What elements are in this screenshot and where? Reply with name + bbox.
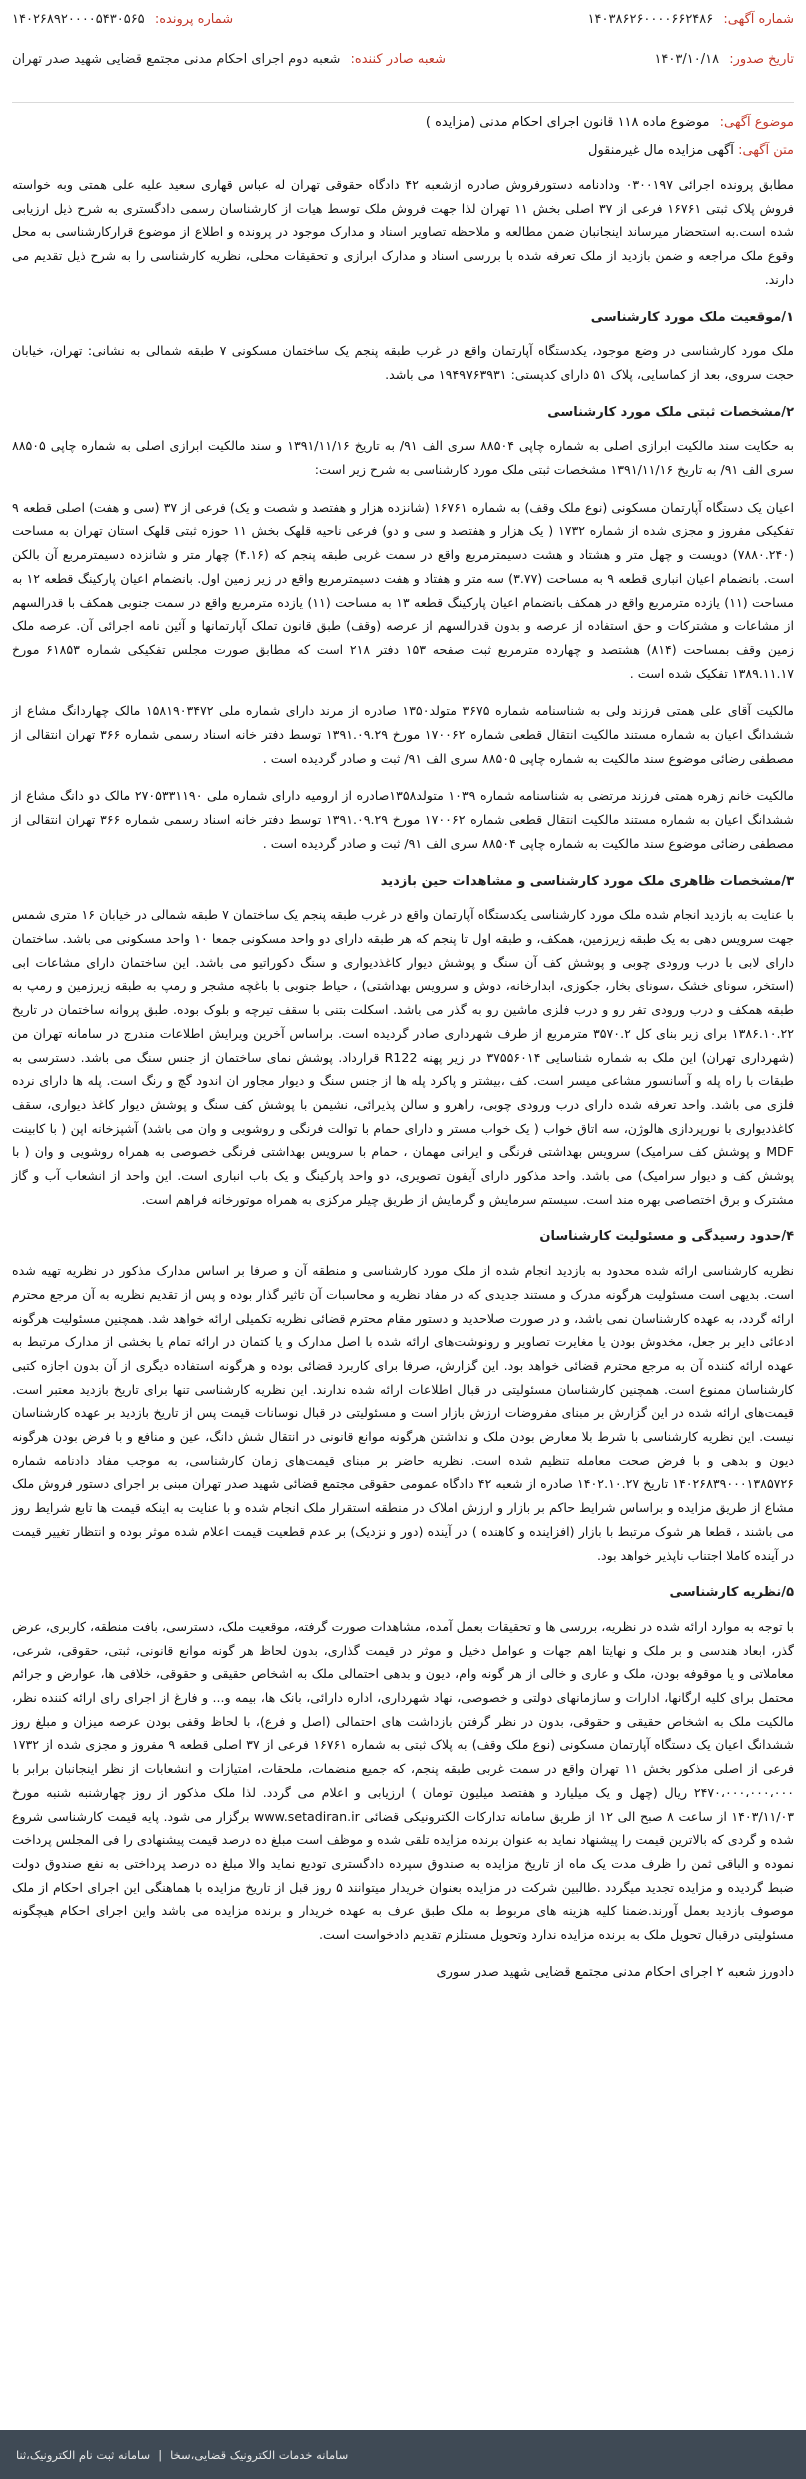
location-paragraph: ملک مورد کارشناسی در وضع موجود، یکدستگاه آپارتمان واقع در غرب طبقه پنجم یک ساختمان مسکونی ۷ طبقه شمالی به نشانی: تهران، خیابان حجت سروی، بعد از کماسایی، پلاک ۵۱ دارای کدپستی: ۱۹۴۹۷۶۳۹۳۱ می باشد. (12, 343, 794, 382)
section-heading-registration: ۲/مشخصات ثبتی ملک مورد کارشناسی (547, 404, 794, 420)
issuing-branch (12, 50, 446, 70)
ad-number-value: ۱۴۰۳۸۶۲۶۰۰۰۰۶۶۲۴۸۶ (587, 12, 714, 27)
subject-label: موضوع آگهی: (719, 115, 794, 130)
ad-number (588, 10, 794, 30)
text-label: متن آگهی: (738, 143, 794, 158)
issue-date-label: تاریخ صدور: (729, 52, 794, 67)
intro-paragraph: مطابق پرونده اجرائی ۰۳۰۰۱۹۷ ودادنامه دستورفروش صادره ازشعبه ۴۲ دادگاه حقوقی تهران له عباس قهاری سعید علیه علی همتی وبه خواسته فروش پلاک ثبتی ۱۶۷۶۱ فرعی از ۳۷ اصلی بخش ۱۱ تهران لذا جهت فروش ملک توسط هیات از کارشناسان رسمی دادگستری به شرح ذیل ارزیابی شده است.به استحضار میرساند اینجانبان ضمن مطالعه و ملاحظه تصاویر اسناد و مدارک موجود در پرونده و اطلاع از موضوع قرارکارشناسی به محل وقوع ملک مراجعه و ضمن بازدید از ملک تعرفه شده با بررسی اسناد و مدارک ابرازی و تحقیقات محلی، نظریه کارشناسی را به شرح ذیل تقدیم می دارند. (12, 177, 795, 287)
section-heading-location: ۱/موقعیت ملک مورد کارشناسی (590, 309, 794, 325)
footer-bar (0, 2430, 806, 2479)
issue-date (654, 50, 794, 70)
case-number (12, 10, 233, 30)
footer-separator: | (158, 2447, 163, 2462)
footer-link-sana[interactable]: سامانه ثبت نام الکترونیک،ثنا (16, 2447, 151, 2462)
ad-text-title (12, 141, 794, 161)
owner-2-paragraph: مالکیت خانم زهره همتی فرزند مرتضی به شناسنامه شماره ۱۰۳۹ متولد۱۳۵۸صادره از ارومیه دارای شماره ملی ۲۷۰۵۳۳۱۱۹۰ مالک دو دانگ مشاع از ششدانگ اعیان به شماره مستند مالکیت انتقال قطعی شماره ۱۷۰۰۶۲ مورخ ۱۳۹۱.۰۹.۲۹ توسط دفتر خانه اسناد رسمی شماره ۳۶۶ تهران انتقالی از مصطفی رضائی موضوع سند مالکیت به شماره چاپی ۸۸۵۰۴ سری الف ۹۱/ ثبت و صادر گردیده است . (12, 788, 794, 851)
owner-1-paragraph: مالکیت آقای علی همتی فرزند ولی به شناسنامه شماره ۳۶۷۵ متولد۱۳۵۰ صادره از مرند دارای شماره ملی ۱۵۸۱۹۰۳۴۷۲ مالک چهاردانگ مشاع از ششدانگ اعیان به شماره مستند مالکیت انتقال قطعی شماره ۱۷۰۰۶۲ مورخ ۱۳۹۱.۰۹.۲۹ توسط دفتر خانه اسناد رسمی شماره ۳۶۶ تهران انتقالی از مصطفی رضائی موضوع سند مالکیت به شماره چاپی ۸۸۵۰۵ سری الف ۹۱/ ثبت و صادر گردیده است . (12, 703, 795, 766)
header-row-2 (12, 50, 794, 70)
footer-link-sakha[interactable]: سامانه خدمات الکترونیک قضایی،سخا (170, 2447, 349, 2462)
section-heading-appearance: ۳/مشخصات ظاهری ملک مورد کارشناسی و مشاهدات حین بازدید (380, 873, 794, 889)
opinion-paragraph: با توجه به موارد ارائه شده در نظریه، بررسی ها و تحقیقات بعمل آمده، مشاهدات صورت گرفته، موقعیت ملک، دسترسی، بافت منطقه، کاربری، عرض گذر، ابعاد هندسی و بر ملک و نهایتا اهم جهات و عوامل دخیل و موثر در قیمت گذاری، بدون لحاظ هر گونه موانع قانونی، ثبتی، حقوقی، شرعی، معاملاتی و یا موقوفه بودن، ملک و عاری و خالی از هر گونه وام، دیون و بدهی احتمالی ملک به اشخاص حقیقی و حقوقی، خلافی ها، عوارض و جرائم محتمل برای کلیه ارگانها، ادارات و سازمانهای دولتی و خصوصی، نهاد شهرداری، اداره دارائی، بانک ها، بیمه و... و فارغ از اجرای رای ارائه کننده نظر، مالکیت ملک به اشخاص حقیقی و حقوقی، بدون در نظر گرفتن بازداشت های احتمالی (اصل و فرع)، با لحاظ وقفی بودن عرصه میزان و مبلغ روز ششدانگ اعیان یک دستگاه آپارتمان مسکونی (نوع ملک وقف) به پلاک ثبتی به شماره ۱۶۷۶۱ فرعی از ۳۷ اصلی قطعه ۹ مفروز و مجزی شده از ۱۷۳۲ فرعی از اصلی مذکور بخش ۱۱ تهران واقع در سمت غربی طبقه پنجم، که جمیع منضمات، ملحقات، امتیازات و انشعابات از نظر اینجانبان برابر با ۲۴۷۰،۰۰۰،۰۰۰،۰۰۰ ریال (چهل و یک میلیارد و هفتصد میلیون تومان ) ارزیابی و اعلام می گردد. لذا ملک مذکور از روز چهارشنبه شنبه مورخ ۱۴۰۳/۱۱/۰۳ از ساعت ۸ صبح الی ۱۲ از طریق سامانه تدارکات الکترونیکی قضائی www.setadiran.ir برگزار می شود. پایه قیمت کارشناسی شروع شده و گردی که بالاترین قیمت را پیشنهاد نماید به عنوان برنده مزایده تلقی شده و موظف است مبلغ ده درصد قیمت پیشنهادی را فی المجلس پرداخت نموده و الباقی ثمن را ظرف مدت یک ماه از تاریخ مزایده به صندوق سپرده دادگستری تودیع نماید والا مبلغ ده درصد پرداختی به نفع صندوق دولت ضبط گردیده و مزایده تجدید میگردد .طالبین شرکت در مزایده بعنوان خریدار میتوانند ۵ روز قبل از تاریخ مزایده با هماهنگی این اجرای احکام از ملک موصوف بازدید بعمل آورند.ضمنا کلیه هزینه های مربوط به ملک طبق عرف به عهده خریدار و برنده مزایده می باشد واین اجرای احکام هیچگونه مسئولیتی درقبال تحویل ملک به برنده مزایده ندارد وتحویل مستلزم تقدیم دادخواست است. (12, 1618, 795, 1943)
ad-subject (12, 113, 794, 133)
issue-date-value: ۱۴۰۳/۱۰/۱۸ (654, 52, 720, 67)
ad-header (12, 10, 794, 103)
case-number-label: شماره پرونده: (154, 12, 234, 27)
scope-paragraph: نظریه کارشناسی ارائه شده محدود به بازدید انجام شده از ملک مورد کارشناسی و منطقه آن و صرفا بر اساس مدارک مذکور در نظریه تهیه شده است. بدیهی است مسئولیت هرگونه مدرک و مستند جدیدی که در مفاد نظریه و محاسبات آن تاثیر گذار بوده و پس از تقدیم نظریه به آن مرجع محترم ارائه گردد، به عهده کارشناسان نمی باشد، و در صورت صلاحدید و دستور مقام محترم قضائی نظریه تکمیلی ارائه خواهد شد. همچنین مسئولیت هرگونه ادعائی دایر بر جعل، مخدوش بودن یا مغایرت تصاویر و رونوشت‌های ارائه شده با اصل مدارک و یا کتمان در ارائه تمام یا بخشی از مدارک مرتبط به عهده ارائه کننده آن به مرجع محترم قضائی خواهد بود. این گزارش، صرفا برای کاربرد قضائی بوده و هرگونه استفاده دیگری از آن بدون اجازه کتبی کارشناسان ممنوع است. همچنین کارشناسان مسئولیتی در قبال اطلاعات ارائه شده ندارند. این نظریه کارشناسی تنها برای تاریخ بازدید معتبر است. قیمت‌های ارائه شده در این گزارش بر مبنای مفروضات ارزش بازار است و مسئولیتی در قبال نوسانات قیمت پس از تاریخ بازدید بر عهده کارشناسان نیست. این نظریه کارشناسی با شرط بلا معارض بودن ملک و نداشتن هرگونه موانع قانونی در انتقال شش دانگ، عین و منافع و با فرض بودن هرگونه دیون و بدهی و با فرض صحت معامله تنظیم شده است. نظریه حاضر بر مبنای قیمت‌های زمان کارشناسی، به موجب مفاد دادنامه شماره ۱۴۰۲۶۸۳۹۰۰۰۱۳۸۵۷۲۶ تاریخ ۱۴۰۲.۱۰.۲۷ صادره از شعبه ۴۲ دادگاه عمومی حقوقی مجتمع قضائی شهید صدر تهران مبنی بر اجرای دستور فروش ملک مشاع از طریق مزایده و براساس شرایط حاکم بر بازار و ارزش املاک در منطقه استقرار ملک انجام شده و با عنایت به اینکه قیمت ها تابع شرایط روز می باشند ، قطعا هر شوک مرتبط با بازار (افزاینده و کاهنده ) در آینده (دور و نزدیک) بر عدم قطعیت قیمت اعلام شده موثر بوده و انتظار تغییر قیمت در آینده کاملا اجتناب ناپذیر خواهد بود. (12, 1263, 795, 1563)
text-title-value: آگهی مزایده مال غیرمنقول (588, 143, 734, 158)
appearance-paragraph: با عنایت به بازدید انجام شده ملک مورد کارشناسی یکدستگاه آپارتمان واقع در غرب طبقه پنجم یک ساختمان ۷ طبقه شمالی در خیابان ۱۶ متری شمس جهت سرویس دهی به یک طبقه زیرزمین، همکف، و طبقه اول تا پنجم که هر طبقه دارای دو واحد مسکونی جمعا ۱۰ واحد مسکونی می باشد. ساختمان دارای لابی با درب ورودی چوبی و پوشش کف آن سنگ و پوشش دیوار کاغذدیواری و سنگ دکوراتیو می باشد. این ساختمان دارای مشاعات ابی (استخر، سونای خشک ،سونای بخار، جکوزی، ابدارخانه، دوش و سرویس بهداشتی) ، حیاط جنوبی با باغچه مشجر و رمپ به طبقه زیرزمین و رمپ به طبقه همکف و درب ورودی تفر رو و درب فلزی ماشین رو به گذر می باشد. اسکلت بتنی با سقف تیرچه و بلوک بوده. طبق پروانه ساختمان در تاریخ ۱۳۸۶.۱۰.۲۲ برای زیر بنای کل ۳۵۷۰.۲ مترمربع از طرف شهرداری صادر گردیده است. براساس آخرین ویرایش اطلاعات مندرج در سامانه تهران من (شهرداری تهران) این ملک به شماره شناسایی ۳۷۵۵۶۰۱۴ در زیر پهنه R122 قرارداد. پوشش نمای ساختمان از جنس سنگ می باشد. دسترسی به طبقات با راه پله و آسانسور مشاعی میسر است. کف ،بیشتر و پاکرد پله ها از جنس سنگ و دیوار مجاور ان اندود گچ و رنگ است. پله ها دارای نرده فلزی می باشد. واحد تعرفه شده دارای درب ورودی چوبی، راهرو و سالن پذیرائی، نشیمن با پوشش کف سنگ و پوشش دیوار کاغذ دیواری، سقف کاغذدیواری با نورپردازی هالوژن، سه اتاق خواب ( یک خواب مستر و دارای حمام با توالت فرنگی و روشویی و وان می باشد) آشپزخانه اپن ( با کابینت MDF و پوشش کف سرامیک) سرویس بهداشتی فرنگی و ایرانی مهمان ، حمام با سرویس بهداشتی فرنگی خصوصی به همراه روشویی و وان ( با پوشش کف و دیوار سرامیک) می باشد. واحد مذکور دارای آیفون تصویری، دو واحد پارکینگ و یک باب انباری است. این واحد از انشعاب آب و گاز مشترک و برق اختصاصی بهره مند است. سیستم سرمایش و گرمایش از طریق چیلر مرکزی به همراه موتورخانه فراهم است. (12, 907, 794, 1207)
ad-body (12, 173, 794, 1985)
ad-number-label: شماره آگهی: (723, 12, 794, 27)
property-details-paragraph: اعیان یک دستگاه آپارتمان مسکونی (نوع ملک وقف) به شماره ۱۶۷۶۱ (شانزده هزار و هفتصد و شصت و یک) فرعی از ۳۷ (سی و هفت) اصلی قطعه ۹ تفکیکی مفروز و مجزی شده از شماره ۱۷۳۲ ( یک هزار و هفتصد و سی و دو) فرعی ناحیه قلهک بخش ۱۱ حوزه ثبتی قلهک استان تهران به مساحت (۷۸۸۰.۲۴۰) دویست و چهل متر و هشتاد و هشت دسیمترمربع واقع در سمت غربی طبقه پنجم که (۴.۱۶) چهار متر و شانزده دسیمترمربع آن بالکن است. بانضمام اعیان انباری قطعه ۹ به مساحت (۳.۷۷) سه متر و هفتاد و هفت دسیمترمربع واقع در زیر زمین اول. بانضمام اعیان پارکینگ قطعه ۱۲ به مساحت (۱۱) یازده مترمربع واقع در همکف بانضمام اعیان پارکینگ قطعه ۱۳ به مساحت (۱۱) یازده مترمربع واقع در سمت جنوبی همکف با قدرالسهم از مشاعات و مشترکات و حق استفاده از عرصه و بدون قدرالسهم از عرصه (وقف) طبق قانون تملک آپارتمانها و آئین نامه اجرائی آن. عرصه ملک زمین وقف بمساحت (۸۱۴) هشتصد و چهارده مترمربع ثبت صفحه ۱۵۳ دفتر ۲۱۸ است که مطابق صورت مجلس تفکیکی شماره ۶۱۸۵۳ مورخ ۱۳۸۹.۱۱.۱۷ تفکیک شده است . (12, 499, 795, 681)
signature-line: دادورز شعبه ۲ اجرای احکام مدنی مجتمع قضایی شهید صدر سوری (436, 1964, 794, 1980)
issuing-branch-value: شعبه دوم اجرای احکام مدنی مجتمع قضایی شهید صدر تهران (12, 52, 341, 67)
case-number-value: ۱۴۰۲۶۸۹۲۰۰۰۰۵۴۳۰۵۶۵ (12, 12, 145, 27)
header-row-1 (12, 10, 794, 30)
section-heading-scope: ۴/حدود رسیدگی و مسئولیت کارشناسان (539, 1229, 794, 1245)
subject-value: موضوع ماده ۱۱۸ قانون اجرای احکام مدنی (مزایده ) (425, 115, 710, 130)
registration-paragraph: به حکایت سند مالکیت ابرازی اصلی به شماره چاپی ۸۸۵۰۴ سری الف ۹۱/ به تاریخ ۱۳۹۱/۱۱/۱۶ و سند مالکیت ابرازی اصلی به شماره چاپی ۸۸۵۰۵ سری الف ۹۱/ به تاریخ ۱۳۹۱/۱۱/۱۶ مشخصات ثبتی ملک مورد کارشناسی به شرح زیر است: (12, 438, 794, 478)
issuing-branch-label: شعبه صادر کننده: (350, 52, 446, 67)
section-heading-opinion: ۵/نظریه کارشناسی (669, 1585, 794, 1601)
